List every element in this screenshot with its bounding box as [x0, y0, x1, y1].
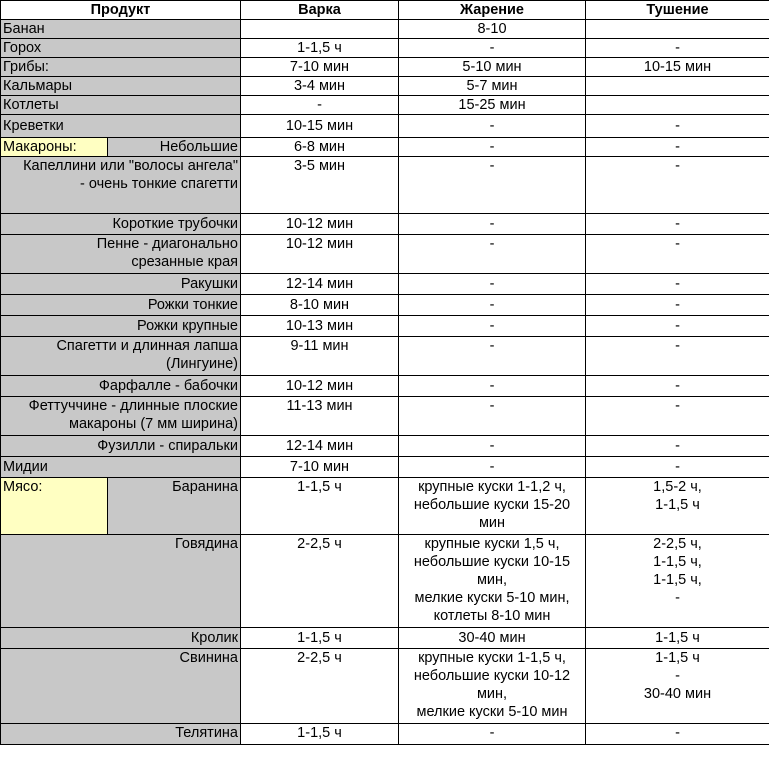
product-name: Говядина: [1, 535, 241, 628]
product-name: Горох: [1, 39, 241, 58]
fry-time: крупные куски 1,5 ч, небольшие куски 10-15 мин, мелкие куски 5-10 мин, котлеты 8-10 мин: [399, 535, 586, 628]
header-boil: Варка: [241, 1, 399, 20]
product-name: Креветки: [1, 115, 241, 138]
table-row: [1, 649, 769, 724]
boil-time: 7-10 мин: [241, 58, 399, 77]
table-row: [1, 274, 769, 295]
product-name: Грибы:: [1, 58, 241, 77]
table-row: [1, 77, 769, 96]
stew-time: -: [586, 138, 769, 157]
boil-time: 12-14 мин: [241, 274, 399, 295]
product-name: Баранина: [108, 478, 241, 535]
boil-time: [241, 20, 399, 39]
stew-time: -: [586, 157, 769, 214]
product-name: Котлеты: [1, 96, 241, 115]
boil-time: 3-4 мин: [241, 77, 399, 96]
stew-time: -: [586, 235, 769, 274]
fry-time: -: [399, 235, 586, 274]
boil-time: 10-13 мин: [241, 316, 399, 337]
product-name: Фузилли - спиральки: [1, 436, 241, 457]
boil-time: 9-11 мин: [241, 337, 399, 376]
stew-time: -: [586, 214, 769, 235]
stew-time: 1-1,5 ч - 30-40 мин: [586, 649, 769, 724]
table-row: [1, 295, 769, 316]
table-row: [1, 337, 769, 376]
boil-time: 12-14 мин: [241, 436, 399, 457]
fry-time: -: [399, 337, 586, 376]
fry-time: 15-25 мин: [399, 96, 586, 115]
product-name: Пенне - диагонально срезанные края: [1, 235, 241, 274]
product-name: Рожки крупные: [1, 316, 241, 337]
fry-time: -: [399, 724, 586, 745]
fry-time: крупные куски 1-1,5 ч, небольшие куски 10-12 мин, мелкие куски 5-10 мин: [399, 649, 586, 724]
fry-time: -: [399, 157, 586, 214]
table-row: [1, 376, 769, 397]
product-name: Ракушки: [1, 274, 241, 295]
table-row: [1, 535, 769, 628]
stew-time: -: [586, 436, 769, 457]
boil-time: 10-12 мин: [241, 214, 399, 235]
product-name: Капеллини или "волосы ангела" - очень тонкие спагетти: [1, 157, 241, 214]
header-product: Продукт: [1, 1, 241, 20]
stew-time: -: [586, 115, 769, 138]
product-name: Небольшие: [108, 138, 241, 157]
fry-time: -: [399, 39, 586, 58]
product-name: Фарфалле - бабочки: [1, 376, 241, 397]
product-name: Рожки тонкие: [1, 295, 241, 316]
product-name: Феттуччине - длинные плоские макароны (7 мм ширина): [1, 397, 241, 436]
boil-time: 2-2,5 ч: [241, 535, 399, 628]
fry-time: -: [399, 397, 586, 436]
fry-time: 5-10 мин: [399, 58, 586, 77]
fry-time: -: [399, 295, 586, 316]
product-name: Банан: [1, 20, 241, 39]
stew-time: -: [586, 316, 769, 337]
fry-time: -: [399, 436, 586, 457]
fry-time: -: [399, 274, 586, 295]
boil-time: 11-13 мин: [241, 397, 399, 436]
boil-time: 1-1,5 ч: [241, 628, 399, 649]
stew-time: 2-2,5 ч, 1-1,5 ч, 1-1,5 ч, -: [586, 535, 769, 628]
table-row: [1, 628, 769, 649]
table-row: [1, 157, 769, 214]
table-row: [1, 58, 769, 77]
table-row: [1, 436, 769, 457]
stew-time: -: [586, 274, 769, 295]
boil-time: 3-5 мин: [241, 157, 399, 214]
header-stew: Тушение: [586, 1, 769, 20]
stew-time: [586, 77, 769, 96]
stew-time: -: [586, 39, 769, 58]
boil-time: 7-10 мин: [241, 457, 399, 478]
fry-time: крупные куски 1-1,2 ч, небольшие куски 15-20 мин: [399, 478, 586, 535]
table-row: [1, 724, 769, 745]
table-row: [1, 316, 769, 337]
stew-time: 10-15 мин: [586, 58, 769, 77]
fry-time: 30-40 мин: [399, 628, 586, 649]
product-name: Свинина: [1, 649, 241, 724]
table-row: [1, 235, 769, 274]
boil-time: 10-15 мин: [241, 115, 399, 138]
boil-time: 2-2,5 ч: [241, 649, 399, 724]
table-row: [1, 138, 769, 157]
boil-time: 10-12 мин: [241, 376, 399, 397]
header-fry: Жарение: [399, 1, 586, 20]
table-row: [1, 397, 769, 436]
boil-time: 6-8 мин: [241, 138, 399, 157]
boil-time: 1-1,5 ч: [241, 724, 399, 745]
product-name: Мидии: [1, 457, 241, 478]
stew-time: -: [586, 337, 769, 376]
stew-time: 1-1,5 ч: [586, 628, 769, 649]
group-label-meat: Мясо:: [1, 478, 108, 535]
product-name: Короткие трубочки: [1, 214, 241, 235]
stew-time: [586, 20, 769, 39]
fry-time: 5-7 мин: [399, 77, 586, 96]
table-row: [1, 96, 769, 115]
header-row: [1, 1, 769, 20]
boil-time: 1-1,5 ч: [241, 39, 399, 58]
boil-time: 10-12 мин: [241, 235, 399, 274]
table-row: [1, 478, 769, 535]
stew-time: -: [586, 397, 769, 436]
stew-time: -: [586, 295, 769, 316]
fry-time: -: [399, 316, 586, 337]
fry-time: -: [399, 214, 586, 235]
product-name: Телятина: [1, 724, 241, 745]
stew-time: -: [586, 724, 769, 745]
stew-time: -: [586, 457, 769, 478]
fry-time: -: [399, 457, 586, 478]
table-row: [1, 214, 769, 235]
table-row: [1, 39, 769, 58]
fry-time: -: [399, 138, 586, 157]
product-name: Спагетти и длинная лапша (Лингуине): [1, 337, 241, 376]
fry-time: -: [399, 376, 586, 397]
boil-time: -: [241, 96, 399, 115]
stew-time: -: [586, 376, 769, 397]
fry-time: 8-10: [399, 20, 586, 39]
table-row: [1, 115, 769, 138]
product-name: Кролик: [1, 628, 241, 649]
fry-time: -: [399, 115, 586, 138]
stew-time: [586, 96, 769, 115]
boil-time: 8-10 мин: [241, 295, 399, 316]
product-name: Кальмары: [1, 77, 241, 96]
table-row: [1, 457, 769, 478]
table-row: [1, 20, 769, 39]
stew-time: 1,5-2 ч, 1-1,5 ч: [586, 478, 769, 535]
boil-time: 1-1,5 ч: [241, 478, 399, 535]
group-label-pasta: Макароны:: [1, 138, 108, 157]
